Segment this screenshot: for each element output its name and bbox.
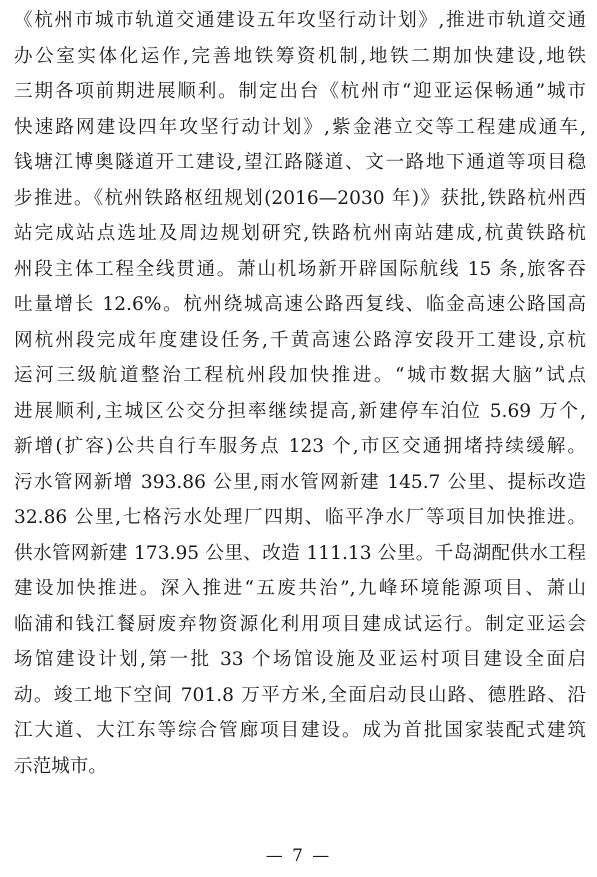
text-line: 临浦和钱江餐厨废弃物资源化利用项目建成试运行。制定亚运会 — [14, 613, 586, 635]
text-line: 州段主体工程全线贯通。萧山机场新开辟国际航线 15 条,旅客吞 — [14, 258, 586, 280]
text-line: 网杭州段完成年度建设任务,千黄高速公路淳安段开工建设,京杭 — [14, 329, 586, 351]
text-line: 供水管网新建 173.95 公里、改造 111.13 公里。千岛湖配供水工程 — [14, 542, 586, 564]
page-number: — 7 — — [265, 846, 332, 866]
text-line: 钱塘江博奥隧道开工建设,望江路隧道、文一路地下通道等项目稳 — [14, 152, 586, 173]
text-line: 办公室实体化运作,完善地铁筹资机制,地铁二期加快建设,地铁 — [14, 45, 586, 67]
text-line: 三期各项前期进展顺利。制定出台《杭州市“迎亚运保畅通”城市 — [14, 81, 586, 102]
text-line: 示范城市。 — [14, 755, 107, 777]
text-line: 站完成站点选址及周边规划研究,铁路杭州南站建成,杭黄铁路杭 — [14, 223, 586, 244]
text-line: 江大道、大江东等综合管廊项目建设。成为首批国家装配式建筑 — [14, 720, 586, 741]
text-line: 运河三级航道整治工程杭州段加快推进。“城市数据大脑”试点 — [14, 365, 586, 386]
text-line: 32.86 公里,七格污水处理厂四期、临平净水厂等项目加快推进。 — [14, 507, 586, 528]
text-line: 新增(扩容)公共自行车服务点 123 个,市区交通拥堵持续缓解。 — [14, 436, 586, 457]
text-line: 动。竣工地下空间 701.8 万平方米,全面启动艮山路、德胜路、沿 — [14, 684, 586, 706]
text-line: 快速路网建设四年攻坚行动计划》,紫金港立交等工程建成通车, — [14, 116, 586, 138]
body-paragraph — [14, 3, 586, 784]
text-line: 吐量增长 12.6%。杭州绕城高速公路西复线、临金高速公路国高 — [14, 294, 586, 315]
text-line: 《杭州市城市轨道交通建设五年攻坚行动计划》,推进市轨道交通 — [14, 10, 586, 31]
text-line: 污水管网新增 393.86 公里,雨水管网新建 145.7 公里、提标改造 — [14, 471, 586, 493]
text-line: 场馆建设计划,第一批 33 个场馆设施及亚运村项目建设全面启 — [14, 649, 586, 670]
text-line: 进展顺利,主城区公交分担率继续提高,新建停车泊位 5.69 万个, — [14, 400, 586, 422]
text-line: 步推进。《杭州铁路枢纽规划(2016—2030 年)》获批,铁路杭州西 — [14, 187, 586, 209]
text-line: 建设加快推进。深入推进“五废共治”,九峰环境能源项目、萧山 — [14, 578, 586, 599]
